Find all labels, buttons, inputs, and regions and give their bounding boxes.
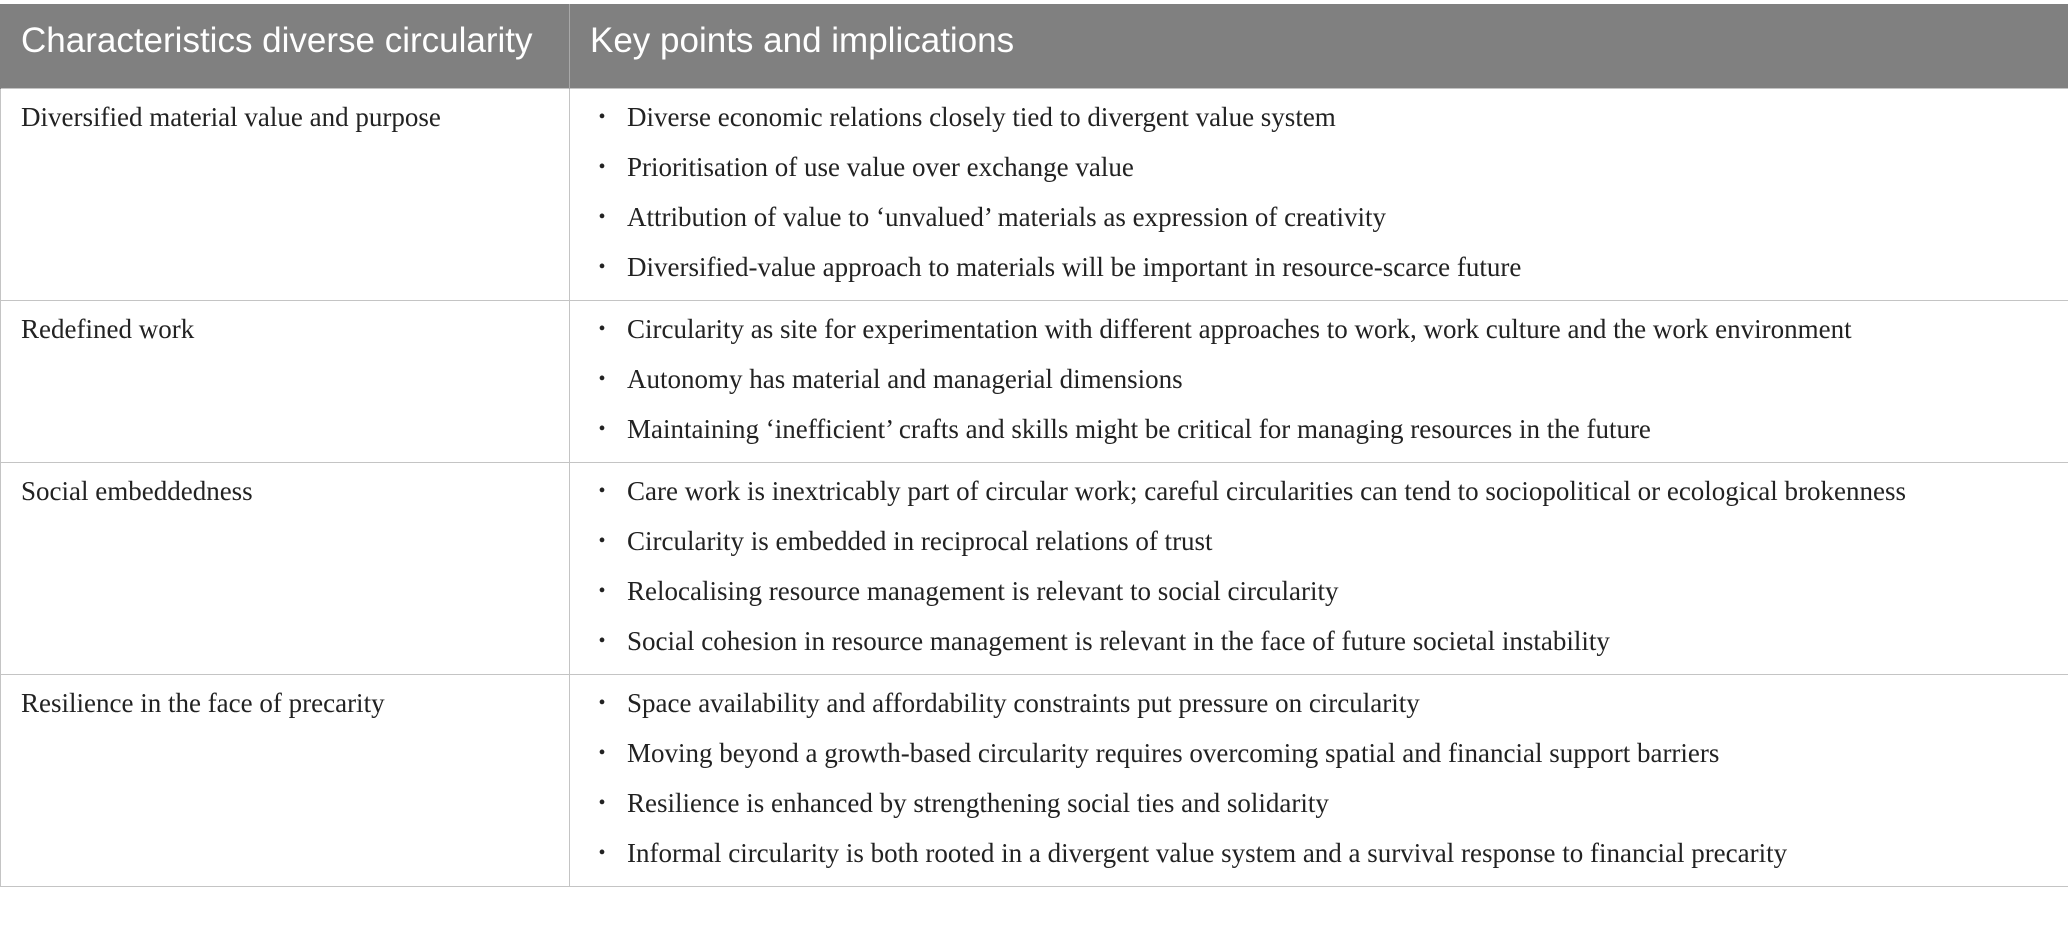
key-point-text: Relocalising resource management is relevant to social circularity	[627, 575, 1339, 606]
bullet-icon: •	[598, 255, 606, 278]
key-points-list	[590, 474, 2048, 658]
key-point-text: Maintaining ‘inefficient’ crafts and skills might be critical for managing resources in the future	[627, 413, 1651, 444]
table-row	[1, 88, 2068, 300]
bullet-icon: •	[598, 417, 606, 440]
list-item	[598, 362, 2048, 396]
list-item	[598, 574, 2048, 608]
header-key-points: Key points and implications	[570, 4, 2068, 88]
header-characteristics: Characteristics diverse circularity	[1, 4, 570, 88]
key-point-text: Space availability and affordability constraints put pressure on circularity	[627, 687, 1420, 718]
list-item	[598, 836, 2048, 870]
bullet-icon: •	[598, 841, 606, 864]
bullet-icon: •	[598, 155, 606, 178]
list-item	[598, 100, 2048, 134]
key-point-text: Prioritisation of use value over exchange value	[627, 151, 1134, 182]
key-point-text: Circularity is embedded in reciprocal relations of trust	[627, 525, 1213, 556]
table-row	[1, 462, 2068, 674]
bullet-icon: •	[598, 791, 606, 814]
table-row	[1, 300, 2068, 462]
list-item	[598, 624, 2048, 658]
list-item	[598, 150, 2048, 184]
bullet-icon: •	[598, 629, 606, 652]
list-item	[598, 524, 2048, 558]
bullet-icon: •	[598, 105, 606, 128]
key-point-text: Social cohesion in resource management is relevant in the face of future societal instability	[627, 625, 1610, 656]
bullet-icon: •	[598, 367, 606, 390]
bullet-icon: •	[598, 317, 606, 340]
list-item	[598, 786, 2048, 820]
list-item	[598, 312, 2048, 346]
list-item	[598, 686, 2048, 720]
list-item	[598, 200, 2048, 234]
key-point-text: Moving beyond a growth-based circularity requires overcoming spatial and financial support barriers	[627, 737, 1720, 768]
key-point-text: Autonomy has material and managerial dimensions	[627, 363, 1183, 394]
list-item	[598, 736, 2048, 770]
characteristic-cell: Redefined work	[1, 300, 570, 462]
key-points-cell	[570, 300, 2068, 462]
key-points-cell	[570, 674, 2068, 886]
header-row	[1, 4, 2068, 88]
characteristic-cell: Resilience in the face of precarity	[1, 674, 570, 886]
bullet-icon: •	[598, 579, 606, 602]
bullet-icon: •	[598, 479, 606, 502]
list-item	[598, 412, 2048, 446]
characteristics-table	[0, 4, 2068, 887]
table-header	[1, 4, 2068, 88]
key-points-cell	[570, 462, 2068, 674]
key-point-text: Attribution of value to ‘unvalued’ materials as expression of creativity	[627, 201, 1387, 232]
key-point-text: Informal circularity is both rooted in a divergent value system and a survival response to financial precarity	[627, 837, 1788, 868]
characteristic-cell: Social embeddedness	[1, 462, 570, 674]
bullet-icon: •	[598, 691, 606, 714]
bullet-icon: •	[598, 205, 606, 228]
list-item	[598, 250, 2048, 284]
key-point-text: Circularity as site for experimentation with different approaches to work, work culture and the work environment	[627, 313, 1852, 344]
table-body	[1, 88, 2068, 886]
bullet-icon: •	[598, 741, 606, 764]
key-points-list	[590, 686, 2048, 870]
key-point-text: Diversified-value approach to materials will be important in resource-scarce future	[627, 251, 1522, 282]
key-points-list	[590, 312, 2048, 446]
key-points-list	[590, 100, 2048, 284]
key-point-text: Resilience is enhanced by strengthening social ties and solidarity	[627, 787, 1329, 818]
key-points-cell	[570, 88, 2068, 300]
key-point-text: Diverse economic relations closely tied to divergent value system	[627, 101, 1336, 132]
key-point-text: Care work is inextricably part of circular work; careful circularities can tend to sociopolitical or ecological brokenness	[627, 475, 1907, 506]
bullet-icon: •	[598, 529, 606, 552]
list-item	[598, 474, 2048, 508]
table-row	[1, 674, 2068, 886]
characteristics-table-container	[0, 4, 2068, 887]
characteristic-cell: Diversified material value and purpose	[1, 88, 570, 300]
